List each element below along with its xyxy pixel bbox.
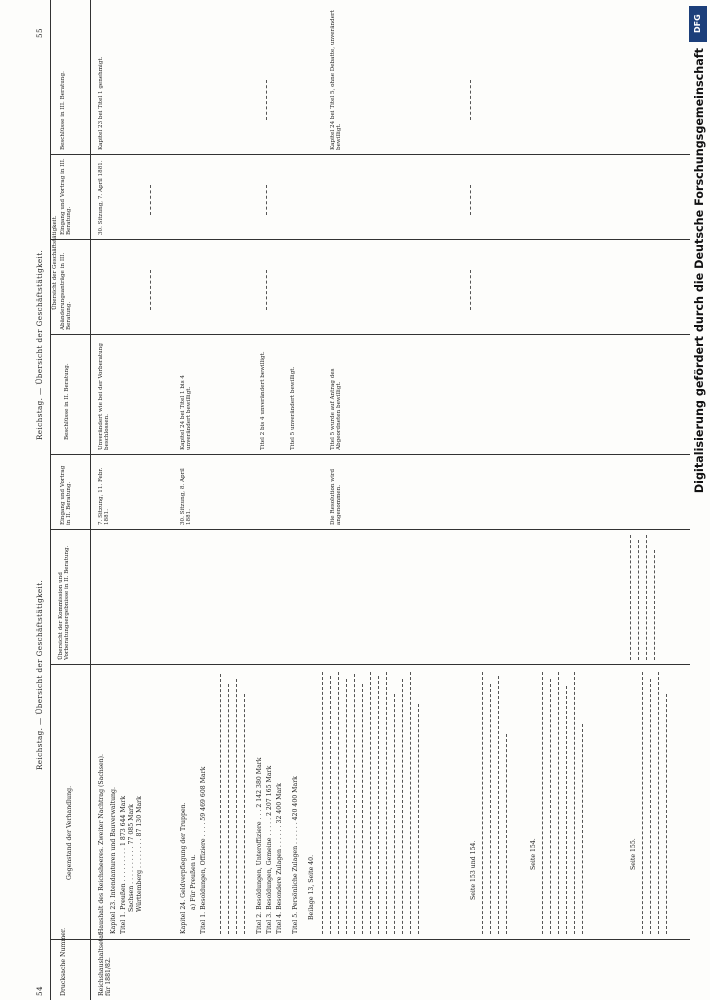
dfg-logo: DFG bbox=[689, 6, 707, 42]
list-item: Seite 155. bbox=[630, 838, 637, 870]
text-line bbox=[346, 679, 347, 934]
header-beschluesse-ii: Beschlüsse in II. Beratung. bbox=[64, 363, 70, 440]
list-item: Titel 2. Besoldungen, Unteroffiziere . . . 2 142 380 Mark bbox=[256, 757, 263, 934]
header-uebersicht: Übersicht der Kommission und Vorberatungsergebnisse in II. Beratung. bbox=[58, 545, 71, 660]
text-line bbox=[418, 704, 419, 934]
text-line bbox=[498, 676, 499, 934]
text-line bbox=[542, 672, 543, 934]
right-column-rule-3 bbox=[50, 239, 690, 240]
header-drucksache: Drucksache Nummer. bbox=[60, 927, 67, 996]
dash-marker bbox=[470, 185, 471, 215]
text-line bbox=[378, 676, 379, 934]
list-item: Kapitel 23 bei Titel 1 genehmigt. bbox=[98, 56, 104, 150]
list-item: Titel 4. Besondere Zulagen . . . . . . 32 400 Mark bbox=[276, 783, 283, 934]
text-line bbox=[362, 684, 363, 934]
text-line bbox=[338, 672, 339, 934]
table-top-rule bbox=[50, 0, 51, 1000]
list-item: Titel 3. Besoldungen, Gemeine . . . . . 2 207 165 Mark bbox=[266, 765, 273, 934]
dash-marker bbox=[266, 270, 267, 310]
text-line bbox=[650, 679, 651, 934]
list-item: Titel 2 bis 4 unverändert bewilligt. bbox=[260, 351, 266, 450]
text-line bbox=[630, 535, 631, 660]
text-line bbox=[410, 672, 411, 934]
dash-marker bbox=[150, 270, 151, 310]
text-line bbox=[482, 672, 483, 934]
right-running-head: Reichstag. — Übersicht der Geschäftstätigkeit. bbox=[35, 249, 44, 440]
text-line bbox=[322, 672, 323, 934]
list-item: Kapitel 24 bei Titel 1 bis 4 unverändert bewilligt. bbox=[180, 375, 193, 450]
list-item: 7. Sitzung, 11. Febr. 1881. bbox=[98, 467, 111, 525]
text-line bbox=[646, 535, 647, 660]
list-item: Württemberg . . . . . . . . 87 130 Mark bbox=[136, 796, 143, 912]
right-column-rule-1 bbox=[50, 454, 690, 455]
header-eingang-ii: Eingang und Vortrag in II. Beratung. bbox=[60, 465, 73, 525]
dash-marker bbox=[266, 80, 267, 120]
text-line bbox=[394, 694, 395, 934]
list-item: Titel 5 wurde auf Antrag des Abgeordneten bewilligt. bbox=[330, 368, 343, 450]
text-line bbox=[574, 672, 575, 934]
dash-marker bbox=[266, 185, 267, 215]
text-line bbox=[666, 694, 667, 934]
rotated-page-content bbox=[30, 0, 690, 1000]
left-running-head: Reichstag. — Übersicht der Geschäftstätigkeit. bbox=[35, 579, 44, 770]
table-header-rule bbox=[90, 0, 91, 1000]
text-line bbox=[244, 694, 245, 934]
text-line bbox=[642, 672, 643, 934]
header-abaenderung-iii: Abänderungsanträge in III. Beratung. bbox=[60, 252, 73, 330]
left-page-number: 54 bbox=[35, 986, 44, 996]
list-item: Titel 1. Besoldungen, Offiziere . . . . 59 469 608 Mark bbox=[200, 766, 207, 934]
list-item: Seite 154. bbox=[530, 838, 537, 870]
text-line bbox=[354, 674, 355, 934]
list-item: Reichshaushaltsetat für 1881/82. bbox=[98, 932, 113, 996]
text-line bbox=[658, 672, 659, 934]
list-item: Die Resolution wird angenommen. bbox=[330, 468, 343, 525]
text-line bbox=[402, 679, 403, 934]
right-column-rule-4 bbox=[50, 154, 690, 155]
dfg-banner bbox=[686, 0, 710, 1000]
text-line bbox=[386, 672, 387, 934]
list-item: Titel 1. Preußen . . . . . . . . . 1 873 644 Mark bbox=[120, 795, 127, 934]
list-item: 30. Sitzung, 7. April 1881. bbox=[98, 160, 104, 235]
list-item: Seite 153 und 154. bbox=[470, 840, 477, 900]
text-line bbox=[370, 672, 371, 934]
header-eingang-iii: Eingang und Vortrag in III. Beratung. bbox=[60, 158, 73, 235]
right-column-rule-2 bbox=[50, 334, 690, 335]
list-item: 30. Sitzung, 8. April 1881. bbox=[180, 468, 193, 525]
dash-marker bbox=[470, 270, 471, 310]
text-line bbox=[654, 550, 655, 660]
header-gegenstand: Gegenstand der Verhandlung. bbox=[66, 785, 73, 880]
left-column-rule-2 bbox=[50, 664, 690, 665]
text-line bbox=[490, 684, 491, 934]
list-item: Unverändert wie bei der Vorberatung beschlossen. bbox=[98, 343, 111, 450]
dfg-banner-text: Digitalisierung gefördert durch die Deutsche Forschungsgemeinschaft bbox=[693, 48, 706, 494]
text-line bbox=[550, 679, 551, 934]
list-item: Kapitel 23. Intendanturen und Bauverwaltung. bbox=[110, 787, 117, 934]
text-line bbox=[638, 540, 639, 660]
text-line bbox=[228, 684, 229, 934]
text-line bbox=[330, 676, 331, 934]
text-line bbox=[236, 679, 237, 934]
list-item: Titel 5. Persönliche Zulagen . . . . . . 420 400 Mark bbox=[292, 776, 299, 934]
list-item: Kapitel 24 bei Titel 5, ohne Debatte, unverändert bewilligt. bbox=[330, 10, 343, 150]
text-line bbox=[566, 686, 567, 934]
list-item: Sachsen . . . . . . . . . . 77 085 Mark bbox=[128, 804, 135, 912]
text-line bbox=[582, 724, 583, 934]
list-item: Kapitel 24. Geldverpflegung der Truppen. bbox=[180, 802, 187, 934]
list-item: Titel 5 unverändert bewilligt. bbox=[290, 366, 296, 450]
text-line bbox=[220, 674, 221, 934]
left-column-rule-1 bbox=[50, 939, 690, 940]
header-group: Übersicht der Geschäftstätigkeit. bbox=[52, 215, 58, 310]
list-item: a) Für Preußen u. bbox=[190, 854, 197, 910]
text-line bbox=[558, 672, 559, 934]
dash-marker bbox=[470, 80, 471, 120]
list-item: Haushalt des Reichsheeres. Zweiter Nachtrag (Sachsen). bbox=[98, 754, 105, 934]
text-line bbox=[506, 734, 507, 934]
dash-marker bbox=[150, 185, 151, 215]
header-beschluesse-iii: Beschlüsse in III. Beratung. bbox=[60, 71, 66, 150]
right-page-number: 55 bbox=[35, 28, 44, 38]
list-item: Beilage 13, Seite 40. bbox=[308, 854, 315, 920]
page-divider-rule bbox=[50, 529, 690, 530]
